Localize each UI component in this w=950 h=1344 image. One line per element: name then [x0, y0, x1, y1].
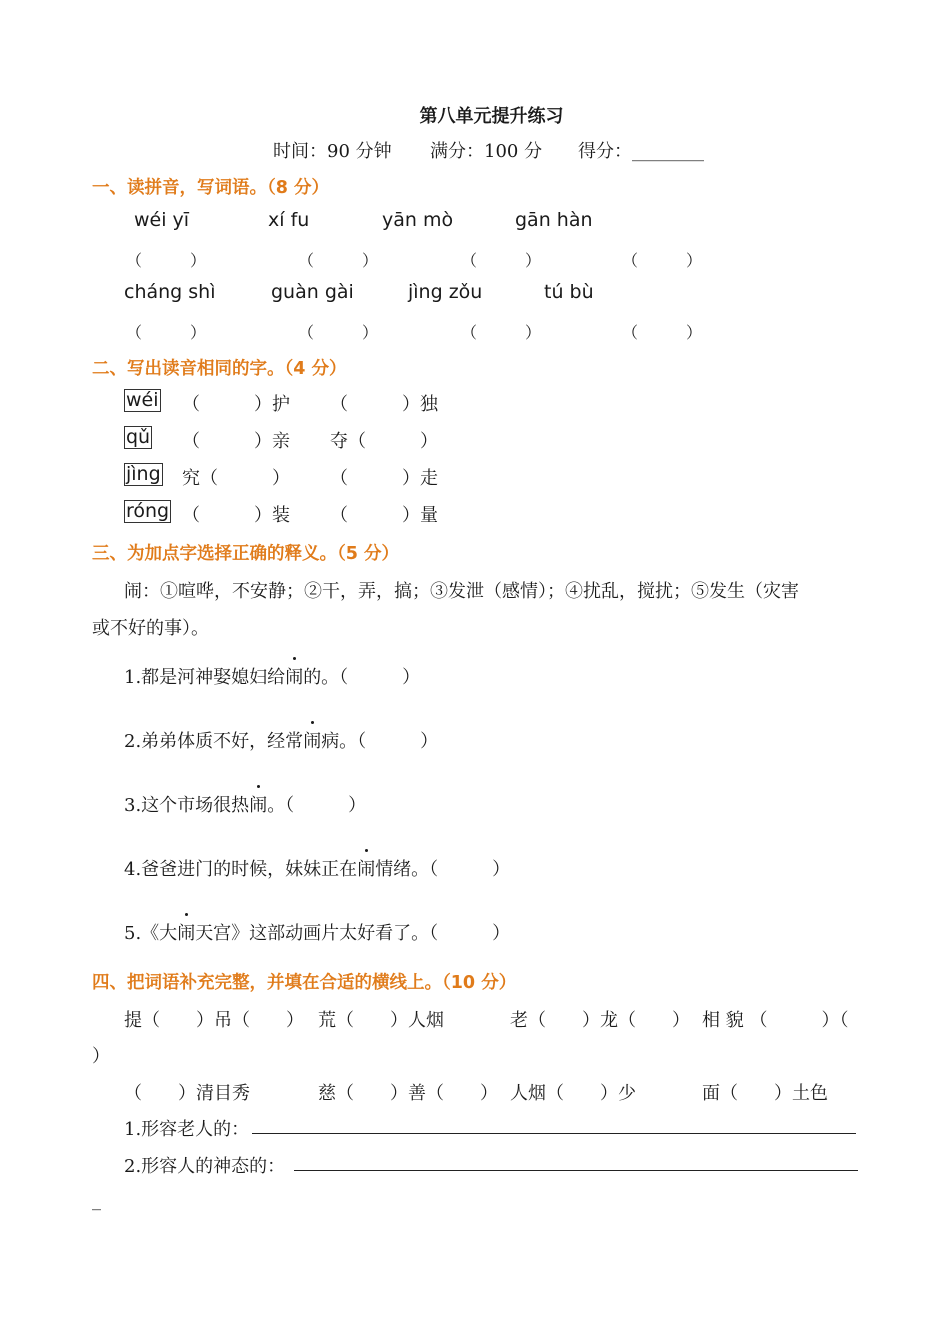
- homophone-blank[interactable]: （ ）护: [182, 394, 290, 415]
- answer-blank[interactable]: （ ）: [622, 323, 703, 342]
- fill-question-1: 1.形容老人的：: [124, 1119, 250, 1140]
- answer-line[interactable]: [252, 1133, 856, 1134]
- answer-line-tail: _: [92, 1190, 101, 1211]
- answer-blank[interactable]: （ ）: [461, 323, 542, 342]
- section-3-heading: 三、为加点字选择正确的释义。（5 分）: [92, 544, 400, 564]
- homophone-blank[interactable]: （ ）量: [330, 505, 438, 526]
- homophone-blank[interactable]: （ ）独: [330, 394, 438, 415]
- question-item: 3.这个市场很热闹。（ ）: [124, 791, 366, 817]
- pinyin-item: guàn gài: [271, 281, 354, 303]
- homophone-blank[interactable]: （ ）走: [330, 468, 438, 489]
- pinyin-box: wéi: [126, 389, 159, 411]
- homophone-blank[interactable]: 夺（ ）: [330, 431, 438, 452]
- homophone-blank[interactable]: 究（ ）: [182, 468, 290, 489]
- dotted-char: 闹: [285, 663, 303, 689]
- question-item: 2.弟弟体质不好，经常闹病。（ ）: [124, 727, 438, 753]
- section-1-heading: 一、读拼音，写词语。（8 分）: [92, 178, 330, 198]
- idiom-blank[interactable]: （ ）清目秀: [124, 1083, 250, 1104]
- pinyin-item: xí fu: [268, 209, 310, 231]
- idiom-blank[interactable]: 人烟（ ）少: [510, 1083, 636, 1104]
- answer-blank[interactable]: （ ）: [298, 251, 379, 270]
- section-2-heading: 二、写出读音相同的字。（4 分）: [92, 359, 347, 379]
- answer-blank[interactable]: （ ）: [298, 323, 379, 342]
- idiom-blank[interactable]: 老（ ）龙（ ）: [510, 1010, 690, 1031]
- idiom-blank[interactable]: 慈（ ）善（ ）: [318, 1083, 498, 1104]
- full-score: 满分：100 分: [430, 141, 543, 162]
- pinyin-item: tú bù: [544, 281, 594, 303]
- answer-blank[interactable]: （ ）: [622, 251, 703, 270]
- pinyin-item: jìng zǒu: [408, 281, 483, 303]
- answer-blank[interactable]: （ ）: [461, 251, 542, 270]
- pinyin-item: wéi yī: [134, 209, 190, 231]
- homophone-blank[interactable]: （ ）装: [182, 505, 290, 526]
- pinyin-box: qǔ: [126, 426, 151, 448]
- question-item: 5.《大闹天宫》这部动画片太好看了。（ ）: [124, 919, 510, 945]
- idiom-blank[interactable]: 面（ ）土色: [702, 1083, 828, 1104]
- page-title: 第八单元提升练习: [419, 106, 564, 127]
- dotted-char: 闹: [177, 919, 195, 945]
- time-limit: 时间：90 分钟: [273, 141, 392, 162]
- homophone-blank[interactable]: （ ）亲: [182, 431, 290, 452]
- definition-text: 闹：①喧哗，不安静；②干，弄，搞；③发泄（感情）；④扰乱，搅扰；⑤发生（灾害: [124, 581, 799, 602]
- fill-question-2: 2.形容人的神态的：: [124, 1156, 286, 1177]
- answer-blank[interactable]: （ ）: [126, 251, 207, 270]
- idiom-blank-wrap: ）: [92, 1046, 110, 1067]
- dotted-char: 闹: [303, 727, 321, 753]
- idiom-blank[interactable]: 相 貌 （ ）（: [702, 1010, 849, 1031]
- idiom-blank[interactable]: 提（ ）吊（ ）: [124, 1010, 304, 1031]
- dotted-char: 闹: [357, 855, 375, 881]
- pinyin-item: yān mò: [382, 209, 454, 231]
- answer-line[interactable]: [294, 1170, 858, 1171]
- idiom-blank[interactable]: 荒（ ）人烟: [318, 1010, 444, 1031]
- definition-text: 或不好的事）。: [92, 618, 209, 639]
- score-field: 得分：________: [578, 141, 704, 162]
- answer-blank[interactable]: （ ）: [126, 323, 207, 342]
- dotted-char: 闹: [249, 791, 267, 817]
- pinyin-box: róng: [126, 500, 170, 522]
- question-item: 4.爸爸进门的时候，妹妹正在闹情绪。（ ）: [124, 855, 510, 881]
- pinyin-box: jìng: [126, 463, 161, 485]
- pinyin-item: cháng shì: [124, 281, 216, 303]
- pinyin-item: gān hàn: [515, 209, 593, 231]
- section-4-heading: 四、把词语补充完整，并填在合适的横线上。（10 分）: [92, 973, 517, 993]
- question-item: 1.都是河神娶媳妇给闹的。（ ）: [124, 663, 420, 689]
